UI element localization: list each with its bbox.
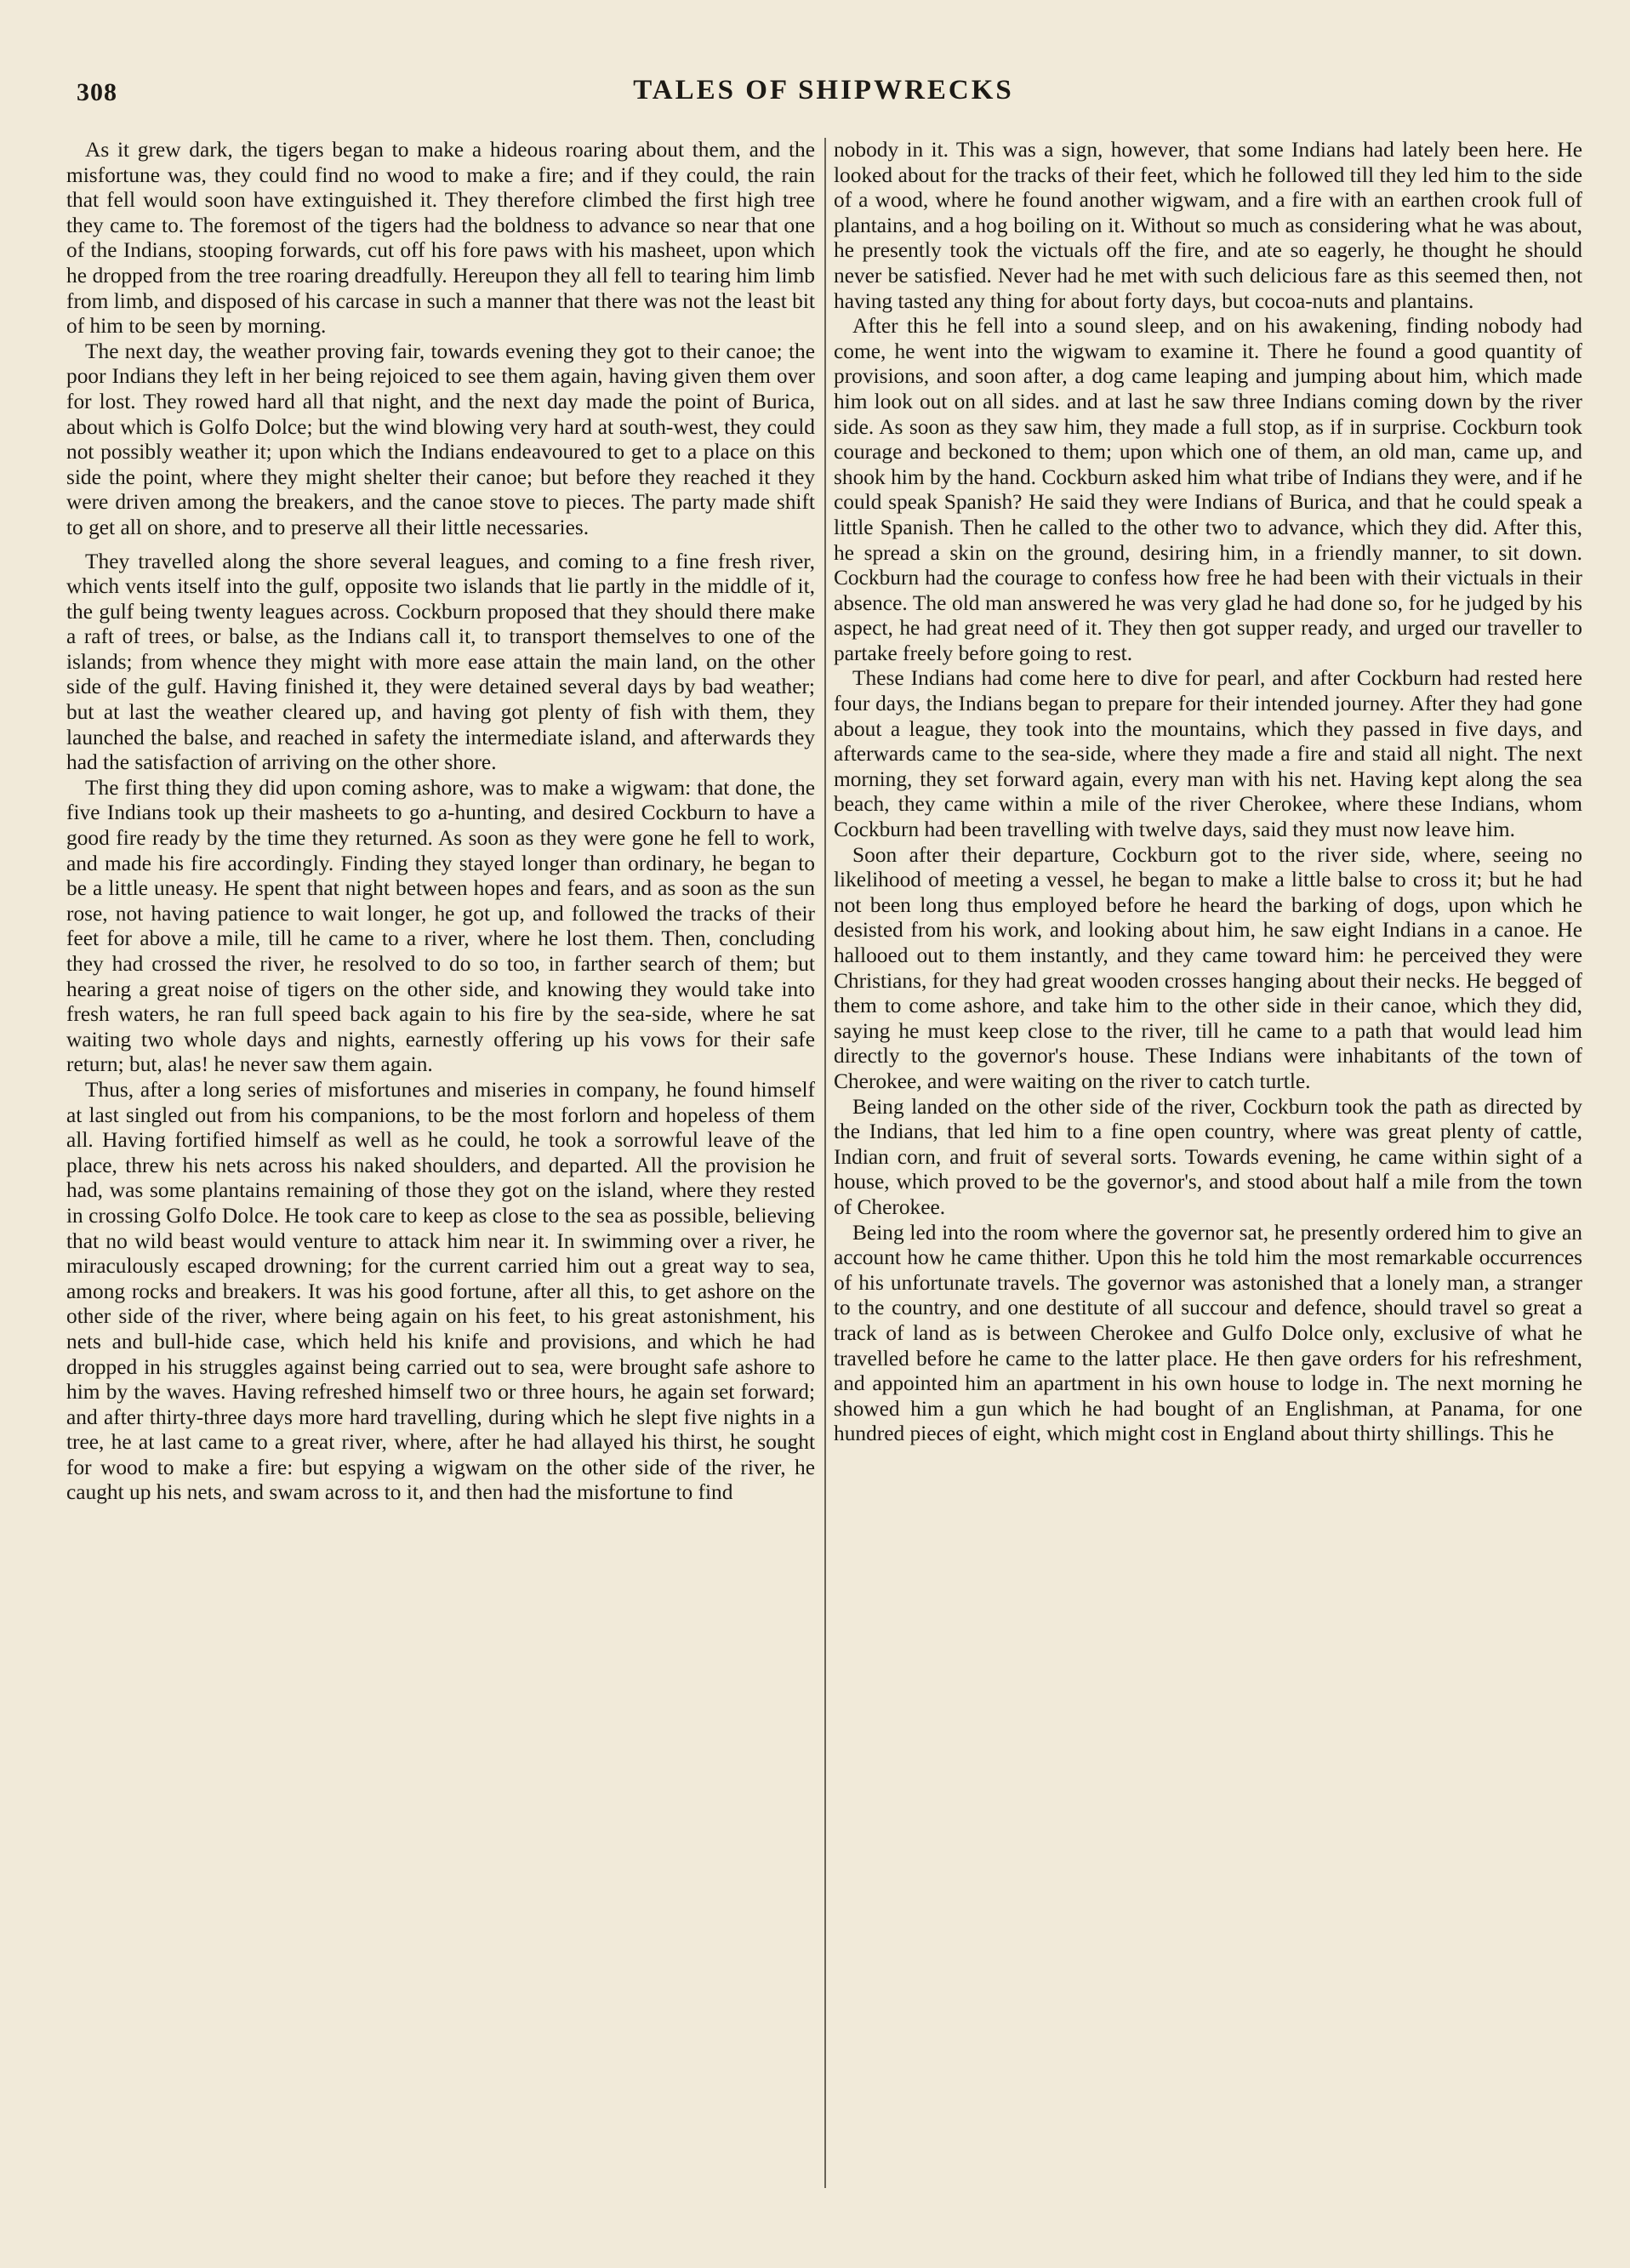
paragraph: nobody in it. This was a sign, however, that some Indians had lately been here. He looked about for the tracks of their feet, which he followed till they led him to the side of a wood, where he found another wigwam, and a fire with an earthen crook full of plantains, and a hog boiling on it. Without so much as considering what he was about, he presently took the victuals off the fire, and ate so eagerly, he thought he should never be satisfied. Never had he met with such delicious fare as this seemed then, not having tasted any thing for about forty days, but cocoa-nuts and plantains. <box>834 138 1582 313</box>
paragraph: Soon after their departure, Cockburn got to the river side, where, seeing no likelihood of meeting a vessel, he began to make a little balse to cross it; but he had not been long thus employed before he heard the barking of dogs, upon which he desisted from his work, and looking about him, he saw eight Indians in a canoe. He hallooed out to them instantly, and they came toward him: he perceived they were Christians, for they had great wooden crosses hanging about their necks. He begged of them to come ashore, and take him to the other side in their canoe, which they did, saying he must keep close to the river, till he came to a path that would lead him directly to the governor's house. These Indians were inhabitants of the town of Cherokee, and were waiting on the river to catch turtle. <box>834 842 1582 1093</box>
paragraph: The next day, the weather proving fair, towards evening they got to their canoe; the poor Indians they left in her being rejoiced to see them again, having given them over for lost. They rowed hard all that night, and the next day made the point of Burica, about which is Golfo Dolce; but the wind blowing very hard at south-west, they could not possibly weather it; upon which the Indians endeavoured to get to a place on this side the point, where they might shelter their canoe; but before they reached it they were driven among the breakers, and the canoe stove to pieces. The party made shift to get all on shore, and to preserve all their little necessaries. <box>66 339 815 539</box>
column-divider <box>824 138 826 2188</box>
running-head <box>60 70 1587 121</box>
right-column <box>834 138 1582 2188</box>
running-title: TALES OF SHIPWRECKS <box>633 75 1014 105</box>
paragraph: The first thing they did upon coming ashore, was to make a wigwam: that done, the five Indians took up their masheets to go a-hunting, and desired Cockburn to have a good fire ready by the time they returned. As soon as they were gone he fell to work, and made his fire accordingly. Finding they stayed longer than ordinary, he began to be a little uneasy. He spent that night between hopes and fears, and as soon as the sun rose, not having patience to wait longer, he got up, and followed the tracks of their feet for above a mile, till he came to a river, where he lost them. Then, concluding they had crossed the river, he resolved to do so too, in farther search of them; but hearing a great noise of tigers on the other side, and knowing they would take into fresh waters, he ran full speed back again to his fire by the sea-side, where he sat waiting two whole days and nights, earnestly offering up his vows for their safe return; but, alas! he never saw them again. <box>66 775 815 1077</box>
page-number: 308 <box>77 78 117 106</box>
paragraph: Being landed on the other side of the river, Cockburn took the path as directed by the Indians, that led him to a fine open country, where was great plenty of cattle, Indian corn, and fruit of several sorts. Towards evening, he came within sight of a house, which proved to be the governor's, and stood about half a mile from the town of Cherokee. <box>834 1094 1582 1219</box>
paragraph: Being led into the room where the governor sat, he presently ordered him to give an account how he came thither. Upon this he told him the most remarkable occurrences of his unfortunate travels. The governor was astonished that a lonely man, a stranger to the country, and one destitute of all succour and defence, should travel so great a track of land as is between Cherokee and Gulfo Dolce only, exclusive of what he travelled before he came to the latter place. He then gave orders for his refreshment, and appointed him an apartment in his own house to lodge in. The next morning he showed him a gun which he had bought of an Englishman, at Panama, for one hundred pieces of eight, which might cost in England about thirty shillings. This he <box>834 1220 1582 1446</box>
paragraph: They travelled along the shore several leagues, and coming to a fine fresh river, which vents itself into the gulf, opposite two islands that lie partly in the middle of it, the gulf being twenty leagues across. Cockburn proposed that they should there make a raft of trees, or balse, as the Indians call it, to transport themselves to one of the islands; from whence they might with more ease attain the main land, on the other side of the gulf. Having finished it, they were detained several days by bad weather; but at last the weather cleared up, and having got plenty of fish with them, they launched the balse, and reached in safety the intermediate island, and afterwards they had the satisfaction of arriving on the other shore. <box>66 549 815 775</box>
paragraph: Thus, after a long series of misfortunes and miseries in company, he found himself at last singled out from his companions, to be the most forlorn and hopeless of them all. Having fortified himself as well as he could, he took a sorrowful leave of the place, threw his nets across his naked shoulders, and departed. All the provision he had, was some plantains remaining of those they got on the island, where they rested in crossing Golfo Dolce. He took care to keep as close to the sea as possible, believing that no wild beast would venture to attack him near it. In swimming over a river, he miraculously escaped drowning; for the current carried him out a great way to sea, among rocks and breakers. It was his good fortune, after all this, to get ashore on the other side of the river, where being again on his feet, to his great astonishment, his nets and bull-hide case, which held his knife and provisions, and which he had dropped in his struggles against being carried out to sea, were brought safe ashore to him by the waves. Having refreshed himself two or three hours, he again set forward; and after thirty-three days more hard travelling, during which he slept five nights in a tree, he at last came to a great river, where, after he had allayed his thirst, he sought for wood to make a fire: but espying a wigwam on the other side of the river, he caught up his nets, and swam across to it, and then had the misfortune to find <box>66 1077 815 1505</box>
paragraph: After this he fell into a sound sleep, and on his awakening, finding nobody had come, he went into the wigwam to examine it. There he found a good quantity of provisions, and soon after, a dog came leaping and jumping about him, which made him look out on all sides. and at last he saw three Indians coming down by the river side. As soon as they saw him, they made a full stop, as if in surprise. Cockburn took courage and beckoned to them; upon which one of them, an old man, came up, and shook him by the hand. Cockburn asked him what tribe of Indians they were, and if he could speak Spanish? He said they were Indians of Burica, and that he could speak a little Spanish. Then he called to the other two to advance, which they did. After this, he spread a skin on the ground, desiring him, in a friendly manner, to sit down. Cockburn had the courage to confess how free he had been with their victuals in their absence. The old man answered he was very glad he had done so, for he judged by his aspect, he had great need of it. They then got supper ready, and urged our traveller to partake freely before going to rest. <box>834 314 1582 665</box>
left-column <box>66 138 815 2188</box>
text-columns <box>66 138 1594 2188</box>
paragraph: These Indians had come here to dive for pearl, and after Cockburn had rested here four days, the Indians began to prepare for their intended journey. After they had gone about a league, they took into the mountains, which they passed in five days, and afterwards came to the sea-side, where they made a fire and staid all night. The next morning, they set forward again, every man with his net. Having kept along the sea beach, they came within a mile of the river Cherokee, where these Indians, whom Cockburn had been travelling with twelve days, said they must now leave him. <box>834 666 1582 842</box>
paragraph: As it grew dark, the tigers began to make a hideous roaring about them, and the misfortune was, they could find no wood to make a fire; and if they could, the rain that fell would soon have extinguished it. They therefore climbed the first high tree they came to. The foremost of the tigers had the boldness to advance so near that one of the Indians, stooping forwards, cut off his fore paws with his masheet, upon which he dropped from the tree roaring dreadfully. Hereupon they all fell to tearing him limb from limb, and disposed of his carcase in such a manner that there was not the least bit of him to be seen by morning. <box>66 138 815 339</box>
